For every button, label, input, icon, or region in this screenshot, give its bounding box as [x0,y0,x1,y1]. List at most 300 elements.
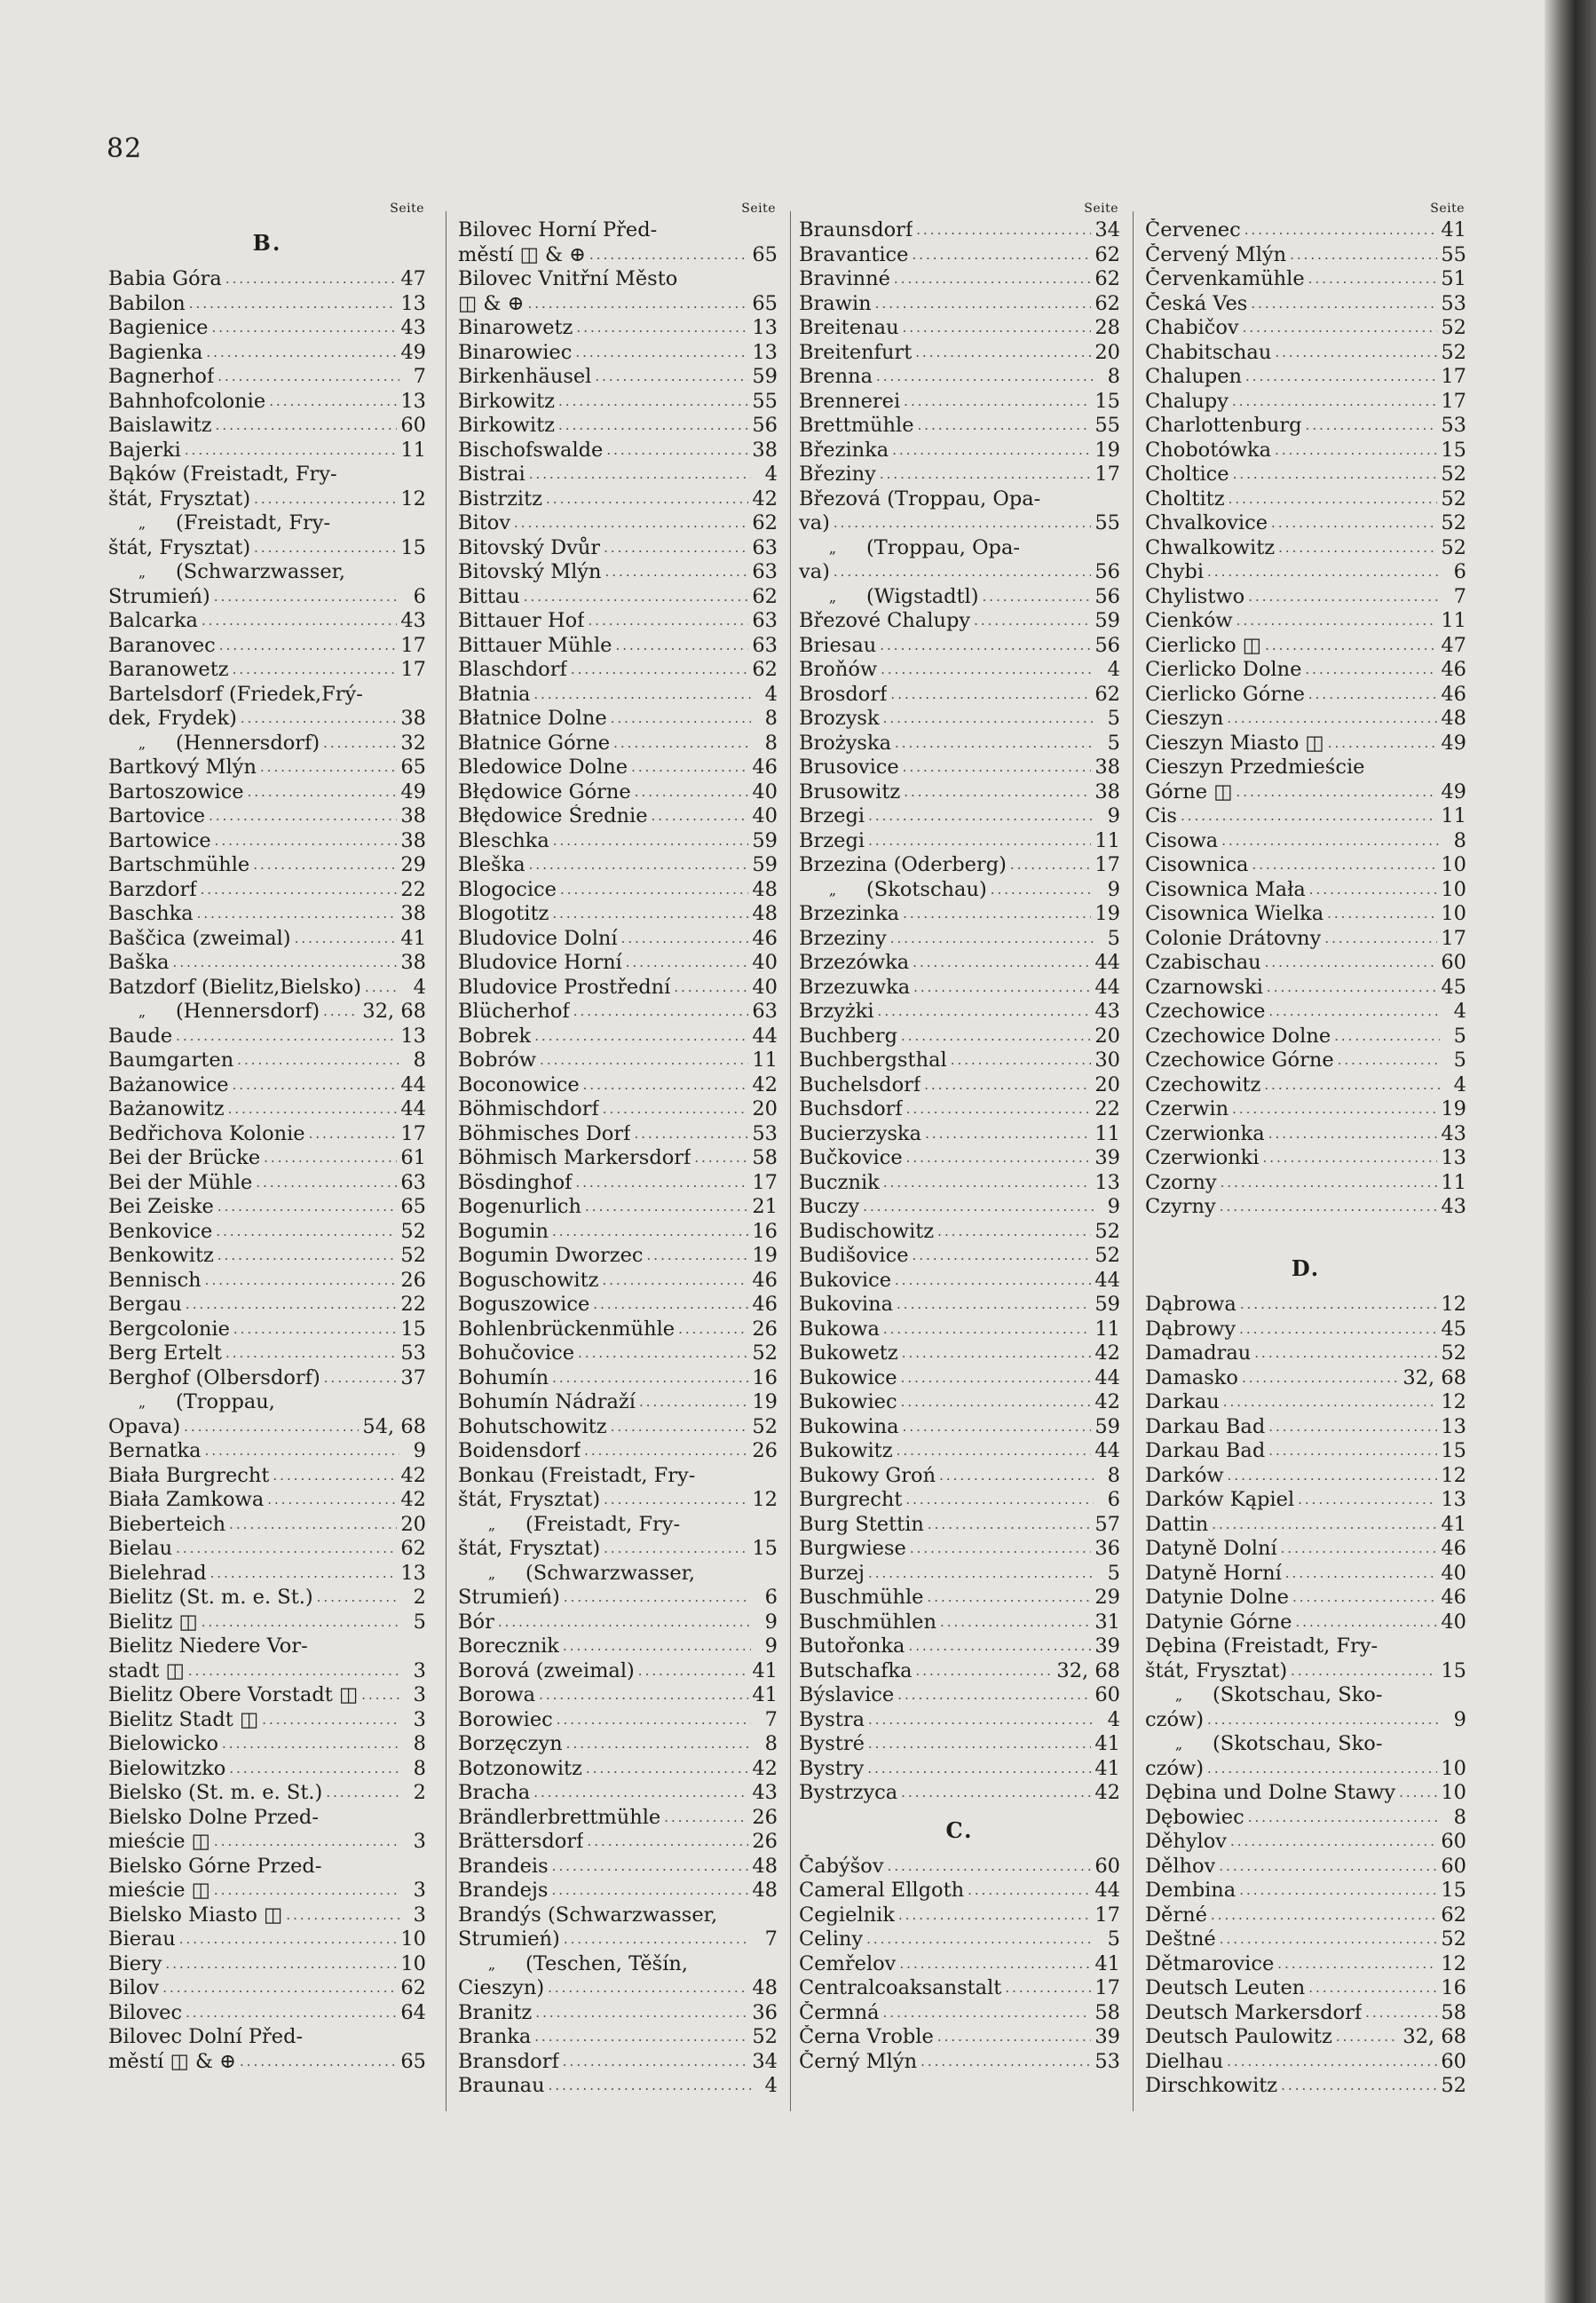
page-reference: 63 [752,609,778,632]
place-name: (Freistadt, Fry- [525,1512,681,1536]
index-entry [458,829,778,854]
place-name: Baščica (zweimal) [108,926,291,950]
index-entry-first-line [108,1390,426,1415]
page-reference: 42 [1094,1390,1120,1413]
page-reference: 17 [1094,463,1120,486]
index-entry [108,1269,426,1294]
dot-leader [253,853,397,878]
place-name: Breitenfurt [799,340,913,364]
index-entry-first-line [108,560,426,585]
index-entry [799,658,1120,683]
index-entry [108,1000,426,1025]
index-entry [1145,1390,1466,1415]
page-reference: 43 [752,1781,778,1804]
page-reference: 59 [1094,609,1120,632]
index-entry [799,707,1120,732]
dot-leader [584,1439,748,1464]
place-name: Cieszyn) [458,1976,545,1999]
dot-leader [902,1341,1092,1366]
index-entry [1145,1757,1466,1782]
dot-leader [1248,585,1440,610]
index-entry [108,1903,426,1928]
dot-leader [918,414,1092,439]
dot-leader [205,1439,399,1464]
dot-leader [186,1293,397,1318]
index-entry [458,341,778,366]
seite-label: Seite [741,202,776,216]
dot-leader [604,1537,748,1562]
page-reference: 16 [752,1219,778,1243]
page-reference: 62 [752,584,778,608]
page-reference: 42 [752,1072,778,1096]
place-name: Datynie Górne [1145,1610,1292,1634]
index-entry [1145,2074,1466,2099]
index-entry [458,292,778,317]
dot-leader [895,732,1094,756]
index-entry [799,1341,1120,1366]
index-entry [799,1757,1120,1782]
dot-leader [248,780,398,805]
page-reference: 13 [1441,1488,1466,1511]
index-entry [799,804,1120,829]
dot-leader [211,316,397,341]
page-reference: 17 [1441,365,1466,388]
place-name: Cemřelov [799,1951,897,1975]
ditto-mark: „ [828,588,837,605]
place-name: Dielhau [1145,2049,1224,2073]
page-edge-shadow [1545,0,1596,2303]
index-entry [108,853,426,878]
place-name: Bystrzyca [799,1781,898,1804]
page-reference: 15 [1094,389,1120,413]
index-entry [799,609,1120,634]
place-name: Bedřichova Kolonie [108,1121,305,1145]
page-reference: 4 [1107,658,1120,681]
dot-leader [678,1318,748,1342]
dot-leader [185,439,398,463]
index-entry [799,1537,1120,1562]
place-name: Bartschmühle [108,853,250,876]
index-entry [458,316,778,341]
index-entry [108,1171,426,1196]
dot-leader [1267,976,1437,1001]
page-reference: 16 [752,1365,778,1389]
index-entry [108,976,426,1001]
page-reference: 12 [1441,1951,1466,1975]
dot-leader [1220,1927,1438,1952]
index-entry [458,658,778,683]
place-name: Czechowitz [1145,1072,1261,1096]
place-name: Baschka [108,902,194,925]
dot-leader [585,1195,748,1220]
dot-leader [897,1293,1091,1318]
dot-leader [1254,1341,1437,1366]
index-entry [1145,463,1466,487]
page-reference: 5 [1453,1049,1466,1072]
index-entry [458,1683,778,1708]
page-reference: 3 [413,1658,426,1682]
place-name: Bukowiec [799,1390,897,1413]
index-entry [108,1781,426,1806]
ditto-mark: „ [828,881,837,898]
index-entry [458,1976,778,2001]
page-reference: 17 [1441,389,1466,413]
dot-leader [1211,1903,1437,1928]
page-reference: 22 [400,877,426,901]
place-name: Barzdorf [108,877,197,901]
place-name: Baška [108,951,170,974]
dot-leader [604,1488,748,1513]
index-entry [1145,1586,1466,1611]
dot-leader [1305,658,1437,683]
place-name: (Skotschau, Sko- [1213,1732,1383,1755]
dot-leader [867,1757,1091,1782]
page-reference: 53 [1441,291,1466,315]
index-entry [1145,2050,1466,2075]
index-entry [1145,780,1466,805]
place-name: Borowiec [458,1707,553,1731]
page-reference: 65 [400,756,426,779]
page-reference: 4 [413,975,426,999]
dot-leader [1275,439,1437,463]
page-reference: 41 [1441,1512,1466,1536]
place-name: Datyně Horní [1145,1561,1282,1585]
page-reference: 63 [752,633,778,657]
dot-leader [498,1611,751,1635]
place-name: Bilovec [108,2000,183,2024]
index-entry [799,1390,1120,1415]
place-name: Brosdorf [799,682,888,706]
index-entry-first-line [458,267,778,292]
index-entry [108,2050,426,2075]
index-entry [799,439,1120,463]
place-name: Boguschowitz [458,1268,599,1292]
page-reference: 11 [400,438,426,462]
index-entry [108,1976,426,2001]
index-entry [1145,365,1466,390]
page-reference: 41 [752,1683,778,1706]
dot-leader [904,780,1091,805]
index-entry [1145,414,1466,439]
index-entry [1145,2001,1466,2026]
place-name: Binarowetz [458,316,573,339]
dot-leader [201,609,397,634]
place-name: Bukowice [799,1365,897,1389]
dot-leader [264,1146,397,1171]
index-entry [458,439,778,463]
page-reference: 55 [752,389,778,413]
page-reference: 6 [764,1586,778,1609]
dot-leader [273,1464,397,1489]
dot-leader [613,732,751,756]
page-reference: 17 [400,658,426,681]
place-name: Baumgarten [108,1049,234,1072]
dot-leader [197,902,398,927]
dot-leader [326,1781,399,1806]
place-name: Berghof (Olbersdorf) [108,1365,320,1389]
index-entry [458,1659,778,1684]
dot-leader [1292,1586,1437,1611]
index-entry [799,1708,1120,1733]
index-entry [108,1464,426,1489]
dot-leader [868,1562,1094,1587]
index-entry [458,1073,778,1098]
place-name: Burzej [799,1561,865,1585]
index-entry [108,951,426,976]
index-entry [458,927,778,952]
index-entry [108,292,426,317]
place-name: stadt ◫ [108,1658,185,1682]
place-name: Brzyżki [799,1000,874,1023]
place-name: Bogumin [458,1219,549,1243]
index-entry-first-line [108,1634,426,1659]
place-name: Strumień) [458,1927,560,1951]
index-entry [458,1146,778,1171]
dot-leader [880,463,1092,487]
page-reference: 43 [1094,1000,1120,1023]
index-entry [458,1000,778,1025]
place-name: Bischofswalde [458,438,604,462]
index-entry [108,1708,426,1733]
page-reference: 28 [1094,316,1120,339]
place-name: Dąbrowy [1145,1317,1237,1341]
dot-leader [1309,878,1438,903]
page-reference: 15 [1441,1439,1466,1462]
dot-leader [605,560,749,585]
index-entry [1145,1318,1466,1342]
place-name: Błatnice Dolne [458,707,607,730]
index-entry [1145,218,1466,243]
place-name: Czorny [1145,1170,1217,1194]
place-name: Branka [458,2025,532,2048]
dot-leader [219,634,398,659]
page-reference: 59 [1094,1293,1120,1316]
dot-leader [323,732,397,756]
page-reference: 29 [400,853,426,876]
page-reference: 46 [1441,1586,1466,1609]
place-name: Babia Góra [108,267,222,290]
index-entry [799,1586,1120,1611]
place-name: Bielsko Dolne Przed- [108,1805,319,1829]
page-reference: 9 [1453,1707,1466,1731]
page-reference: 11 [752,1049,778,1072]
index-entry [799,1464,1120,1489]
dot-leader [903,316,1092,341]
place-name: Czabischau [1145,951,1261,974]
place-name: Burgrecht [799,1488,903,1511]
dot-leader [910,1537,1092,1562]
dot-leader [903,756,1092,780]
page-reference: 52 [1441,1341,1466,1365]
dot-leader [563,2050,749,2075]
dot-leader [928,1586,1092,1611]
dot-leader [924,1073,1091,1098]
page-reference: 60 [1441,951,1466,974]
index-entry [458,1341,778,1366]
dot-leader [868,1732,1091,1757]
dot-leader [558,390,748,415]
dot-leader [868,804,1094,829]
place-name: Bukowina [799,1414,899,1438]
dot-leader [968,1879,1091,1903]
page-reference: 12 [1441,1390,1466,1413]
place-name: Brzezina (Oderberg) [799,853,1007,876]
page-reference: 64 [400,2000,426,2024]
place-name: Bażanowice [108,1072,229,1096]
page-reference: 62 [1441,1903,1466,1927]
page-reference: 62 [1094,242,1120,266]
page-reference: 46 [752,756,778,779]
place-name: Bierau [108,1927,176,1951]
page-reference: 42 [400,1463,426,1487]
place-name: Braunsdorf [799,218,913,241]
index-entry [108,732,426,756]
page-reference: 42 [1094,1341,1120,1365]
page-reference: 62 [1094,291,1120,315]
place-name: Brzezuwka [799,975,911,999]
index-entry [1145,707,1466,732]
place-name: Brzezówka [799,951,910,974]
section-letter-heading: B. [252,230,282,256]
page-reference: 15 [752,1537,778,1560]
dot-leader [951,1049,1092,1073]
place-name: Bażanowitz [108,1097,225,1120]
index-entry [108,2001,426,2026]
page-reference: 10 [1441,1756,1466,1780]
place-name: (Schwarzwasser, [176,560,346,583]
place-name: Batzdorf (Bielitz,Bielsko) [108,975,362,999]
page-reference: 9 [1107,877,1120,901]
dot-leader [254,487,397,512]
dot-leader [241,707,397,732]
index-entry [799,853,1120,878]
page-reference: 7 [1453,584,1466,608]
dot-leader [295,927,398,952]
dot-leader [534,1025,748,1049]
page-reference: 20 [1094,340,1120,364]
place-name: Cieszyn [1145,707,1224,730]
dot-leader [186,2001,397,2026]
dot-leader [564,1927,751,1952]
index-entry-first-line [108,683,426,708]
index-entry [1145,878,1466,903]
place-name: Birkowitz [458,389,556,413]
place-name: Bagnerhof [108,365,215,388]
page-reference: 11 [1441,1170,1466,1194]
page-reference: 13 [1441,1146,1466,1169]
page-reference: 44 [1094,951,1120,974]
place-name: Deštné [1145,1927,1216,1951]
place-name: Bukowitz [799,1439,893,1462]
index-entry [799,1073,1120,1098]
place-name: Brändlerbrettmühle [458,1805,661,1829]
index-entry [799,1488,1120,1513]
place-name: Baranovec [108,633,216,657]
place-name: Benkovice [108,1219,213,1243]
place-name: Bystré [799,1732,865,1755]
place-name: Cegielnik [799,1903,895,1927]
page-reference: 55 [1094,414,1120,437]
page-reference: 46 [752,1293,778,1316]
page-reference: 12 [1441,1293,1466,1316]
index-entry [799,365,1120,390]
place-name: Bernatka [108,1439,201,1462]
page-reference: 57 [1094,1512,1120,1536]
place-name: Bogumin Dworzec [458,1244,644,1267]
place-name: Baranowetz [108,658,229,681]
dot-leader [254,536,397,561]
index-entry [799,267,1120,292]
index-entry [1145,1806,1466,1831]
place-name: Bagienka [108,340,203,364]
dot-leader [162,1976,397,2001]
index-entry [1145,316,1466,341]
dot-leader [1251,292,1437,317]
index-entry [458,585,778,610]
page-reference: 17 [1094,853,1120,876]
place-name: Borowa [458,1683,536,1706]
page-reference: 52 [400,1219,426,1243]
index-entry [799,390,1120,415]
dot-leader [573,1000,749,1025]
page-reference: 11 [1441,804,1466,827]
seite-label: Seite [390,202,424,216]
dot-leader [1291,1659,1437,1684]
page-reference: 43 [1441,1121,1466,1145]
dot-leader [240,2050,397,2075]
place-name: Buschmühlen [799,1610,936,1634]
place-name: Centralcoaksanstalt [799,1976,1002,1999]
place-name: Bielitz Obere Vorstadt ◫ [108,1683,359,1706]
place-name: Boconowice [458,1072,580,1096]
dot-leader [1334,1025,1440,1049]
page-reference: 17 [400,633,426,657]
place-name: štát, Frysztat) [458,1488,601,1511]
page-reference: 15 [400,535,426,559]
page-reference: 46 [752,926,778,950]
index-entry [108,414,426,439]
page-reference: 11 [1094,828,1120,852]
page-reference: 62 [1094,267,1120,290]
index-entry [458,536,778,561]
dot-leader [184,1415,359,1440]
page-reference: 60 [1441,1830,1466,1853]
place-name: štát, Frysztat) [1145,1658,1288,1682]
dot-leader [1227,707,1437,732]
page-reference: 11 [1094,1317,1120,1341]
index-entry [799,1318,1120,1342]
place-name: Bludovice Horní [458,951,622,974]
place-name: Buczy [799,1195,860,1218]
index-entry-first-line [1145,1732,1466,1757]
place-name: Babilon [108,291,186,315]
place-name: Dębina (Freistadt, Fry- [1145,1634,1379,1658]
place-name: Bohumín [458,1365,549,1389]
index-entry [799,732,1120,756]
page-reference: 21 [752,1195,778,1218]
page-reference: 7 [764,1927,778,1951]
place-name: Bukowy Groń [799,1463,936,1487]
place-name: (Wigstadtl) [866,584,979,608]
index-entry-first-line [1145,1683,1466,1708]
dot-leader [1244,218,1438,243]
dot-leader [1239,1879,1437,1903]
page-reference: 6 [413,584,426,608]
place-name: Opava) [108,1414,181,1438]
place-name: Cisownica Wielka [1145,902,1324,925]
dot-leader [201,878,398,903]
index-entry [108,1537,426,1562]
